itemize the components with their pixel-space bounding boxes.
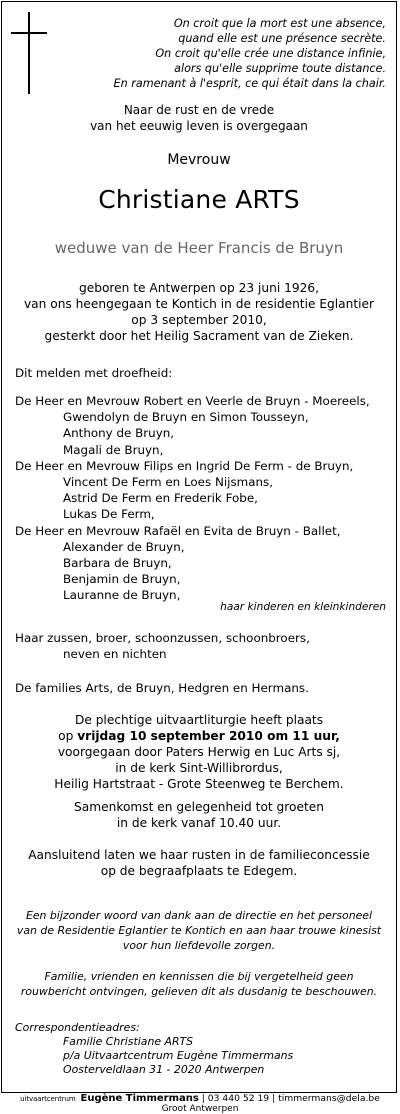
- thanks-line: voor hun liefdevolle zorgen.: [122, 939, 276, 952]
- family-line: Benjamin de Bruyn,: [63, 572, 181, 587]
- meeting-info: [2, 799, 396, 831]
- footer-prefix: uitvaartcentrum: [20, 1095, 76, 1103]
- family-message-line: rouwbericht ontvingen, gelieven dit als dusdanig te beschouwen.: [20, 985, 378, 998]
- poem: [66, 16, 386, 91]
- footer-line: [0, 1094, 400, 1104]
- family-line: De Heer en Mevrouw Robert en Veerle de Bruyn - Moereels,: [15, 394, 370, 408]
- correspondence-address: [15, 1021, 293, 1077]
- correspondence-line: p/a Uitvaartcentrum Eugène Timmermans: [63, 1049, 294, 1062]
- funeral-line: in de kerk Sint-Willibrordus,: [115, 761, 283, 775]
- family-line: Alexander de Bruyn,: [63, 539, 185, 554]
- funeral-line: De plechtige uitvaartliturgie heeft plaats: [74, 713, 324, 727]
- family-list: [15, 393, 370, 604]
- intro-line: van het eeuwig leven is overgegaan: [90, 119, 308, 133]
- family-line: Gwendolyn de Bruyn en Simon Tousseyn,: [63, 410, 309, 425]
- funeral-line: voorgegaan door Paters Herwig en Luc Arts sj,: [57, 745, 341, 759]
- meeting-line: Samenkomst en gelegenheid tot groeten: [74, 800, 324, 814]
- intro: [2, 102, 396, 134]
- funeral-date: vrijdag 10 september 2010 om 11 uur,: [77, 729, 340, 743]
- family-line: Barbara de Bruyn,: [63, 556, 172, 571]
- funeral-line: [2, 728, 396, 744]
- family-line: Astrid De Ferm en Frederik Fobe,: [63, 491, 258, 506]
- funeral-info: [2, 712, 396, 792]
- poem-line: On croit qu'elle crée une distance infinie,: [155, 47, 386, 60]
- families-line: De families Arts, de Bruyn, Hedgren en Hermans.: [15, 681, 309, 695]
- funeral-line: Heilig Hartstraat - Grote Steenweg te Berchem.: [54, 777, 344, 791]
- funeral-date-prefix: op: [58, 729, 78, 743]
- poem-line: quand elle est une présence secrète.: [178, 32, 386, 45]
- siblings-line: neven en nichten: [63, 647, 167, 662]
- thanks-note: [2, 908, 396, 953]
- footer-contact: | 03 440 52 19 | timmermans@dela.be: [201, 1093, 380, 1104]
- deceased-name: Christiane ARTS: [98, 185, 300, 214]
- birth-line: geboren te Antwerpen op 23 juni 1926,: [78, 281, 319, 295]
- announcement: Dit melden met droefheid:: [15, 366, 173, 380]
- title-prefix: Mevrouw: [167, 152, 231, 168]
- meeting-line: in de kerk vanaf 10.40 uur.: [116, 816, 282, 830]
- kids-label: haar kinderen en kleinkinderen: [220, 601, 386, 613]
- birth-line: van ons heengegaan te Kontich in de residentie Eglantier: [23, 297, 375, 311]
- siblings-line: Haar zussen, broer, schoonzussen, schoonbroers,: [15, 631, 310, 645]
- family-line: Anthony de Bruyn,: [63, 426, 175, 441]
- correspondence-line: Familie Christiane ARTS: [63, 1035, 194, 1048]
- birth-line: op 3 september 2010,: [131, 313, 267, 327]
- poem-line: En ramenant à l'esprit, ce qui était dans la chair.: [113, 77, 386, 90]
- siblings: [15, 630, 310, 662]
- poem-line: alors qu'elle supprime toute distance.: [174, 62, 386, 75]
- widow-line: weduwe van de Heer Francis de Bruyn: [54, 239, 344, 257]
- family-line: Lauranne de Bruyn,: [63, 588, 181, 603]
- correspondence-line: Oosterveldlaan 31 - 2020 Antwerpen: [63, 1063, 265, 1076]
- family-line: De Heer en Mevrouw Filips en Ingrid De Ferm - de Bruyn,: [15, 458, 354, 473]
- family-message-line: Familie, vrienden en kennissen die bij vergetelheid geen: [44, 970, 354, 983]
- burial-line: Aansluitend laten we haar rusten in de familieconcessie: [28, 848, 370, 862]
- footer-brand: Eugène Timmermans: [80, 1093, 199, 1104]
- family-line: Vincent De Ferm en Loes Nijsmans,: [63, 475, 274, 490]
- intro-line: Naar de rust en de vrede: [123, 103, 275, 117]
- family-line: Lukas De Ferm,: [63, 507, 155, 522]
- birth-line: gesterkt door het Heilig Sacrament van de Zieken.: [44, 329, 354, 343]
- funeral-home-footer: [0, 1093, 400, 1114]
- footer-region: Groot Antwerpen: [161, 1104, 239, 1114]
- burial-line: op de begraafplaats te Edegem.: [100, 864, 298, 878]
- birth-info: [2, 280, 396, 344]
- burial-info: [2, 847, 396, 879]
- death-notice: [1, 1, 397, 1093]
- family-line: Magali de Bruyn,: [63, 442, 164, 457]
- thanks-line: van de Residentie Eglantier te Kontich en aan haar trouwe kinesist: [16, 924, 382, 937]
- poem-line: On croit que la mort est une absence,: [173, 17, 386, 30]
- family-line: De Heer en Mevrouw Rafaël en Evita de Bruyn - Ballet,: [15, 523, 341, 538]
- family-message: [2, 969, 396, 999]
- thanks-line: Een bijzonder woord van dank aan de directie en het personeel: [25, 909, 373, 922]
- correspondence-label: Correspondentieadres:: [15, 1021, 140, 1034]
- cross-icon: [11, 12, 47, 94]
